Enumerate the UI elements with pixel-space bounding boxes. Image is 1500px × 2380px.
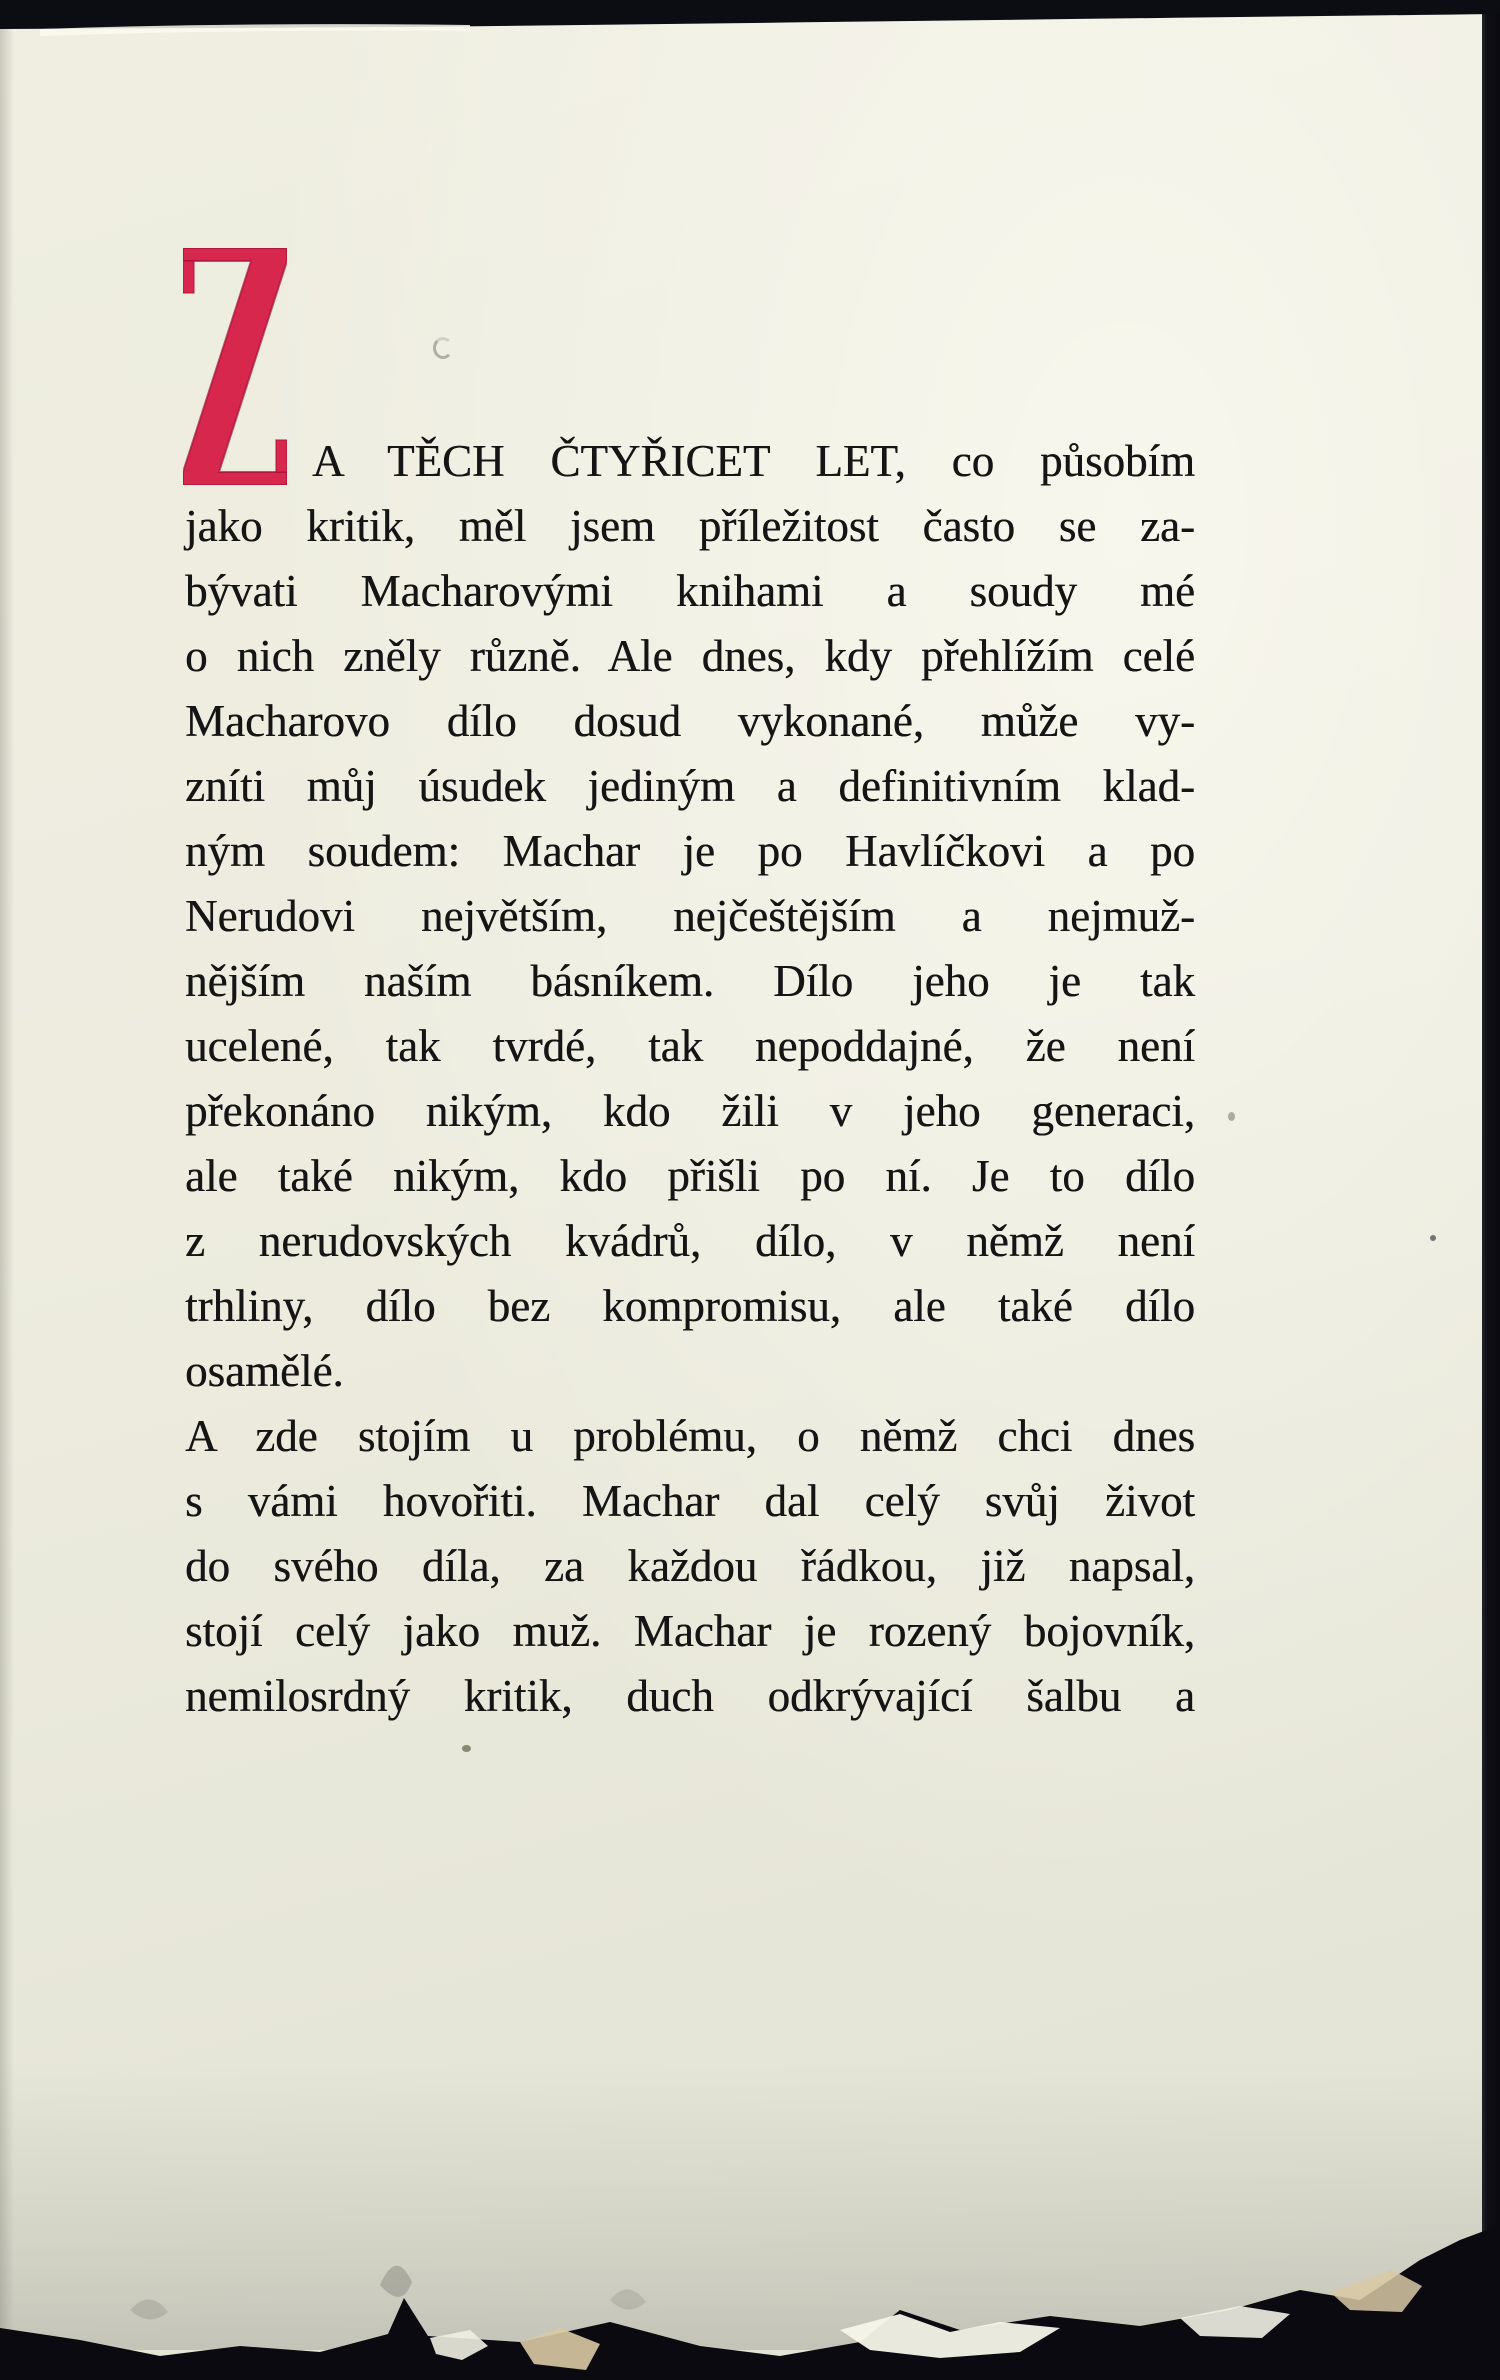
stray-mark-curl bbox=[433, 337, 453, 359]
text-line-13: z nerudovských kvádrů, dílo, v němž není bbox=[185, 1216, 1195, 1266]
text-line-4: o nich zněly různě. Ale dnes, kdy přehlížím celé bbox=[185, 631, 1195, 681]
torn-bottom-edge bbox=[0, 2210, 1500, 2380]
text-line-16: A zde stojím u problému, o němž chci dnes bbox=[185, 1411, 1195, 1461]
text-line-20: nemilosrdný kritik, duch odkrývající šalbu a bbox=[185, 1671, 1195, 1721]
text-line-14: trhliny, dílo bez kompromisu, ale také dílo bbox=[185, 1281, 1195, 1331]
text-line-10: ucelené, tak tvrdé, tak nepoddajné, že není bbox=[185, 1021, 1195, 1071]
scan-border-top bbox=[0, 0, 1500, 44]
text-line-9: nějším naším básníkem. Dílo jeho je tak bbox=[185, 956, 1195, 1006]
scan-border-right bbox=[1482, 0, 1500, 2380]
text-line-3: bývati Macharovými knihami a soudy mé bbox=[185, 566, 1195, 616]
text-line-5: Macharovo dílo dosud vykonané, může vy- bbox=[185, 696, 1195, 746]
text-line-19: stojí celý jako muž. Machar je rozený bojovník, bbox=[185, 1606, 1195, 1656]
stray-speck-below-text bbox=[462, 1745, 471, 1752]
text-line-18: do svého díla, za každou řádkou, již napsal, bbox=[185, 1541, 1195, 1591]
text-line-2: jako kritik, měl jsem příležitost často se za- bbox=[185, 501, 1195, 551]
text-line-17: s vámi hovořiti. Machar dal celý svůj život bbox=[185, 1476, 1195, 1526]
text-line-8: Nerudovi největším, nejčeštějším a nejmuž- bbox=[185, 891, 1195, 941]
text-line-15: osamělé. bbox=[185, 1346, 344, 1396]
stray-speck-right-edge bbox=[1430, 1235, 1436, 1241]
paragraph-text bbox=[185, 429, 1195, 1729]
text-line-1: A TĚCH ČTYŘICET LET, co působím bbox=[312, 436, 1195, 486]
text-line-7: ným soudem: Machar je po Havlíčkovi a po bbox=[185, 826, 1195, 876]
text-line-12: ale také nikým, kdo přišli po ní. Je to dílo bbox=[185, 1151, 1195, 1201]
text-line-6: zníti můj úsudek jediným a definitivním klad- bbox=[185, 761, 1195, 811]
page-shading-left bbox=[0, 0, 14, 2380]
stray-speck-margin bbox=[1228, 1112, 1235, 1121]
text-line-11: překonáno nikým, kdo žili v jeho generaci, bbox=[185, 1086, 1195, 1136]
